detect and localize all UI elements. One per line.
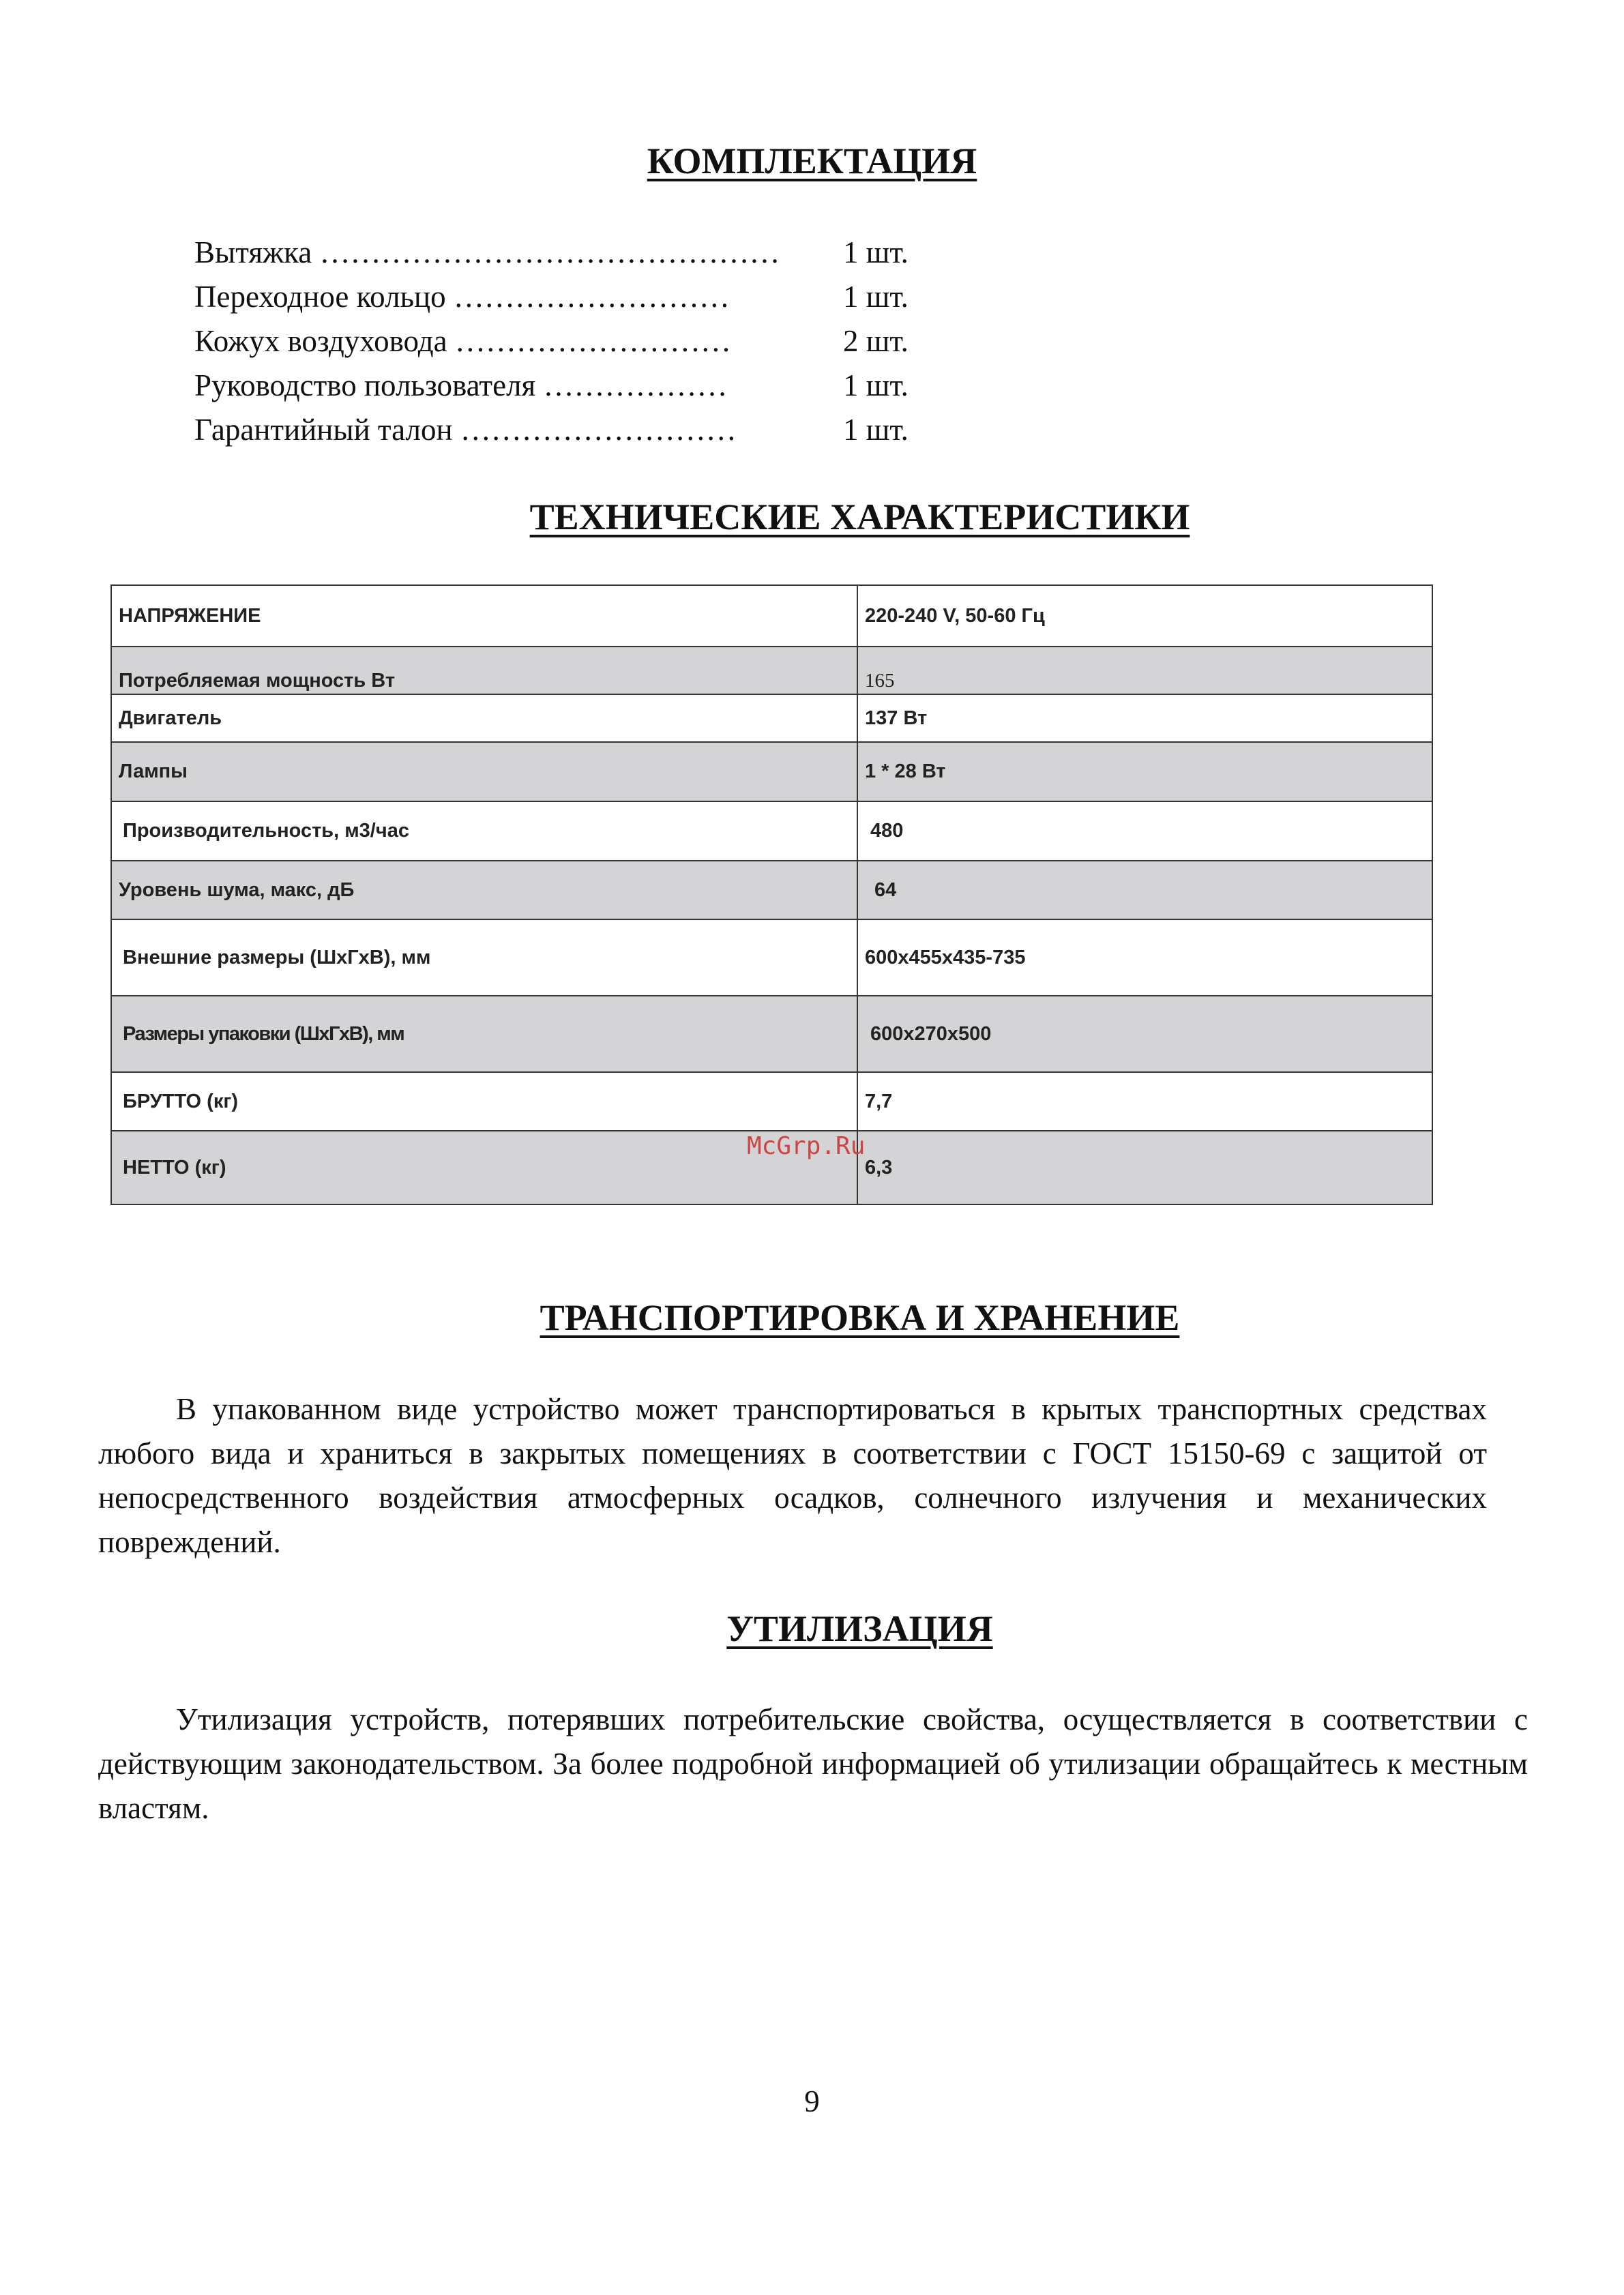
spec-row-power xyxy=(111,647,1432,694)
spec-label: НАПРЯЖЕНИЕ xyxy=(111,585,857,647)
watermark: McGrp.Ru xyxy=(747,1132,866,1160)
kit-item-qty: 1 шт. xyxy=(843,235,909,269)
kit-item xyxy=(194,275,945,319)
spec-value: 137 Вт xyxy=(857,694,1432,742)
kit-item xyxy=(194,364,945,408)
kit-item-name: Кожух воздуховода ……………………… xyxy=(194,324,731,358)
kit-item-qty: 1 шт. xyxy=(843,413,909,447)
spec-value: 165 xyxy=(857,647,1432,694)
transport-heading: ТРАНСПОРТИРОВКА И ХРАНЕНИЕ xyxy=(540,1297,1180,1338)
specs-heading: ТЕХНИЧЕСКИЕ ХАРАКТЕРИСТИКИ xyxy=(529,497,1190,537)
transport-paragraph: В упакованном виде устройство может транспортироваться в крытых транспортных средствах любого вида и храниться в закрытых помещениях в соответствии с ГОСТ 15150-69 с защитой от непосредственного воздействия атмосферных осадков, солнечного излучения и механических повреждений. xyxy=(98,1392,1487,1559)
page-number: 9 xyxy=(804,2084,820,2118)
spec-label: Производительность, м3/час xyxy=(111,801,857,861)
spec-row-dimensions xyxy=(111,919,1432,996)
spec-value: 6,3 xyxy=(857,1131,1432,1204)
spec-row-capacity xyxy=(111,801,1432,861)
spec-value: 600x270x500 xyxy=(857,996,1432,1072)
kit-item-name: Вытяжка ……………………………………… xyxy=(194,235,780,269)
spec-row-gross xyxy=(111,1072,1432,1131)
spec-label: Лампы xyxy=(111,742,857,801)
kit-list xyxy=(194,231,945,452)
spec-value: 220-240 V, 50-60 Гц xyxy=(857,585,1432,647)
spec-value: 7,7 xyxy=(857,1072,1432,1131)
spec-row-package xyxy=(111,996,1432,1072)
specs-table xyxy=(110,584,1433,1205)
kit-item-qty: 2 шт. xyxy=(843,324,909,358)
spec-value: 480 xyxy=(857,801,1432,861)
kit-heading: КОМПЛЕКТАЦИЯ xyxy=(647,140,977,181)
spec-label: Размеры упаковки (ШxГxВ), мм xyxy=(111,996,857,1072)
spec-label: Двигатель xyxy=(111,694,857,742)
spec-row-voltage xyxy=(111,585,1432,647)
spec-label: БРУТТО (кг) xyxy=(111,1072,857,1131)
spec-label: Внешние размеры (ШxГxВ), мм xyxy=(111,919,857,996)
spec-value: 600x455x435-735 xyxy=(857,919,1432,996)
disposal-heading: УТИЛИЗАЦИЯ xyxy=(726,1608,993,1649)
kit-item-name: Руководство пользователя ……………… xyxy=(194,368,728,402)
kit-item-qty: 1 шт. xyxy=(843,368,909,402)
kit-item-name: Переходное кольцо ……………………… xyxy=(194,280,730,314)
kit-item xyxy=(194,231,945,275)
spec-row-motor xyxy=(111,694,1432,742)
kit-item xyxy=(194,408,945,452)
spec-value: 1 * 28 Вт xyxy=(857,742,1432,801)
spec-value: 64 xyxy=(857,861,1432,919)
spec-row-lamps xyxy=(111,742,1432,801)
kit-item-name: Гарантийный талон ……………………… xyxy=(194,413,737,447)
spec-row-noise xyxy=(111,861,1432,919)
disposal-paragraph: Утилизация устройств, потерявших потребительские свойства, осуществляется в соответствии с действующим законодательством. За более подробной информацией об утилизации обращайтесь к местным властям. xyxy=(98,1702,1528,1825)
spec-label: Потребляемая мощность Вт xyxy=(111,647,857,694)
spec-label: НЕТТО (кг) xyxy=(111,1131,857,1204)
spec-label: Уровень шума, макс, дБ xyxy=(111,861,857,919)
kit-item xyxy=(194,319,945,364)
kit-item-qty: 1 шт. xyxy=(843,280,909,314)
